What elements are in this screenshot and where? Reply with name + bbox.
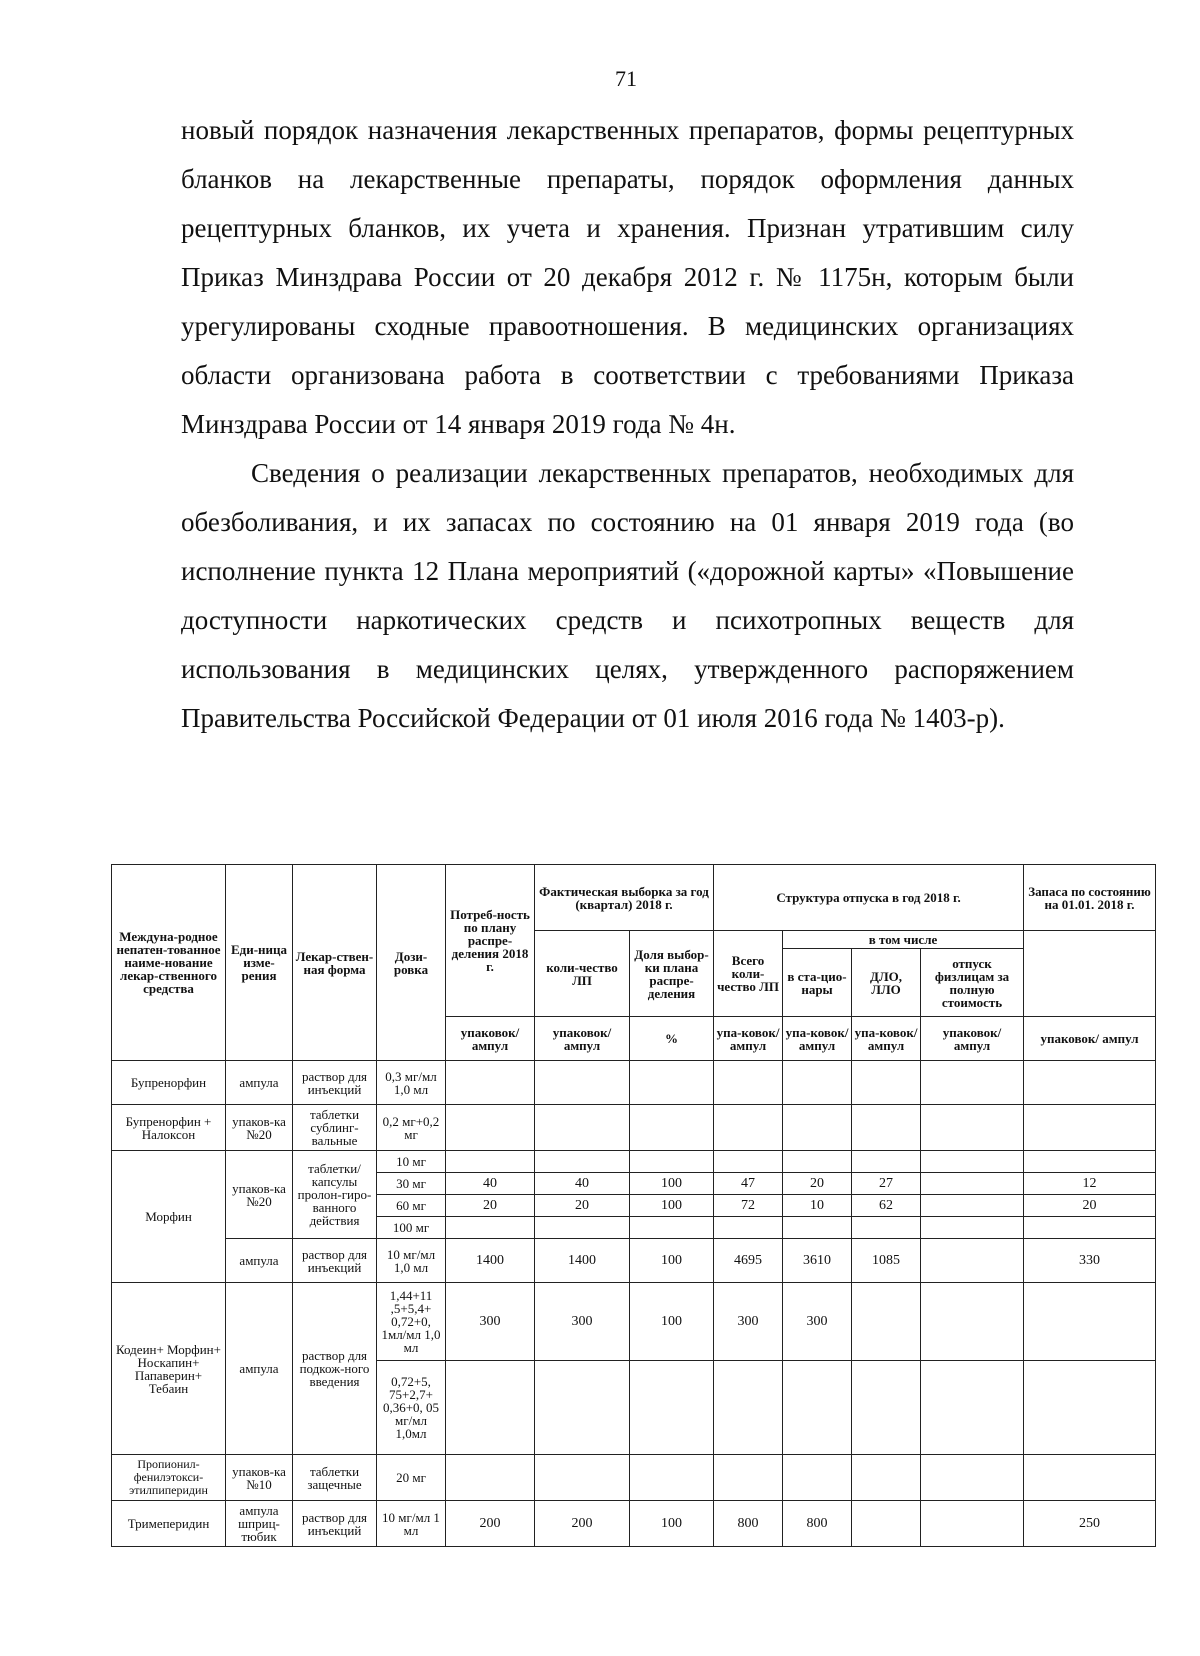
table-row xyxy=(112,1105,1156,1151)
cell-name: Бупренорфин + Налоксон xyxy=(112,1105,226,1151)
cell-total: 47 xyxy=(714,1173,783,1195)
cell-form: таблетки сублинг-вальные xyxy=(293,1105,377,1151)
header-stock-blank xyxy=(1024,931,1156,1017)
cell-share: 100 xyxy=(630,1173,714,1195)
cell-stock: 12 xyxy=(1024,1173,1156,1195)
cell-unit: упаков-ка №20 xyxy=(226,1151,293,1239)
cell-name: Морфин xyxy=(112,1151,226,1283)
header-dlo: ДЛО, ЛЛО xyxy=(852,949,921,1017)
body-text xyxy=(181,106,1074,743)
cell-dlo: 1085 xyxy=(852,1239,921,1283)
cell-fact: 300 xyxy=(535,1283,630,1361)
cell-need: 300 xyxy=(446,1283,535,1361)
cell-unit: ампула xyxy=(226,1283,293,1455)
table-row xyxy=(112,1151,1156,1173)
cell-dose: 0,2 мг+0,2 мг xyxy=(377,1105,446,1151)
cell-dose: 0,72+5, 75+2,7+ 0,36+0, 05 мг/мл 1,0мл xyxy=(377,1361,446,1455)
cell-form: раствор для инъекций xyxy=(293,1061,377,1105)
cell-unit: упаков-ка №10 xyxy=(226,1455,293,1501)
unit-share: % xyxy=(630,1017,714,1061)
header-form: Лекар-ствен-ная форма xyxy=(293,865,377,1061)
unit-total: упа-ковок/ ампул xyxy=(714,1017,783,1061)
cell-inpatient: 800 xyxy=(783,1501,852,1547)
cell-dose: 10 мг/мл 1 мл xyxy=(377,1501,446,1547)
cell-form: раствор для подкож-ного введения xyxy=(293,1283,377,1455)
cell-dlo: 62 xyxy=(852,1195,921,1217)
cell-share: 100 xyxy=(630,1283,714,1361)
cell-fact: 1400 xyxy=(535,1239,630,1283)
paragraph-1: новый порядок назначения лекарственных препаратов, формы рецептурных бланков на лекарственные препараты, порядок оформления данных рецептурных бланков, их учета и хранения. Признан утратившим силу Приказ Минздрава России от 20 декабря 2012 г. № 1175н, которым были урегулированы сходные правоотношения. В медицинских организациях области организована работа в соответствии с требованиями Приказа Минздрава России от 14 января 2019 года № 4н. xyxy=(181,115,1074,439)
cell-need: 20 xyxy=(446,1195,535,1217)
header-total: Всего коли-чество ЛП xyxy=(714,931,783,1017)
cell-fact: 200 xyxy=(535,1501,630,1547)
cell-dose: 10 мг/мл 1,0 мл xyxy=(377,1239,446,1283)
header-unit: Еди-ница изме-рения xyxy=(226,865,293,1061)
cell-form: раствор для инъекций xyxy=(293,1239,377,1283)
cell-form: таблетки защечные xyxy=(293,1455,377,1501)
table-row xyxy=(112,1283,1156,1361)
cell-share: 100 xyxy=(630,1501,714,1547)
cell-unit: ампула xyxy=(226,1061,293,1105)
cell-unit: упаков-ка №20 xyxy=(226,1105,293,1151)
cell-dose: 20 мг xyxy=(377,1455,446,1501)
cell-unit: ампула xyxy=(226,1239,293,1283)
header-private: отпуск физлицам за полную стоимость xyxy=(921,949,1024,1017)
header-incl: в том числе xyxy=(783,931,1024,949)
table-row xyxy=(112,1239,1156,1283)
cell-dose: 60 мг xyxy=(377,1195,446,1217)
header-fact: Фактическая выборка за год (квартал) 2018 г. xyxy=(535,865,714,931)
unit-dlo: упа-ковок/ ампул xyxy=(852,1017,921,1061)
cell-name: Кодеин+ Морфин+ Носкапин+ Папаверин+ Тебаин xyxy=(112,1283,226,1455)
paragraph-2: Сведения о реализации лекарственных препаратов, необходимых для обезболивания, и их запасах по состоянию на 01 января 2019 года (во исполнение пункта 12 Плана мероприятий («дорожной карты» «Повышение доступности наркотических средств и психотропных веществ для использования в медицинских целях, утвержденного распоряжением Правительства Российской Федерации от 01 июля 2016 года № 1403-р). xyxy=(181,458,1074,733)
unit-inpatient: упа-ковок/ ампул xyxy=(783,1017,852,1061)
header-need: Потреб-ность по плану распре-деления 2018 г. xyxy=(446,865,535,1017)
unit-need: упаковок/ ампул xyxy=(446,1017,535,1061)
cell-name: Тримеперидин xyxy=(112,1501,226,1547)
cell-inpatient: 10 xyxy=(783,1195,852,1217)
cell-fact: 20 xyxy=(535,1195,630,1217)
cell-fact: 40 xyxy=(535,1173,630,1195)
cell-name: Бупренорфин xyxy=(112,1061,226,1105)
cell-form: раствор для инъекций xyxy=(293,1501,377,1547)
drug-table xyxy=(111,864,1156,1547)
cell-stock: 20 xyxy=(1024,1195,1156,1217)
unit-stock: упаковок/ ампул xyxy=(1024,1017,1156,1061)
cell-total: 4695 xyxy=(714,1239,783,1283)
cell-dose: 10 мг xyxy=(377,1151,446,1173)
cell-form: таблетки/ капсулы пролон-гиро-ванного действия xyxy=(293,1151,377,1239)
cell-dlo: 27 xyxy=(852,1173,921,1195)
cell-name: Пропионил-фенилэтокси-этилпиперидин xyxy=(112,1455,226,1501)
cell-dose: 1,44+11 ,5+5,4+ 0,72+0, 1мл/мл 1,0 мл xyxy=(377,1283,446,1361)
cell-share: 100 xyxy=(630,1195,714,1217)
cell-dose: 0,3 мг/мл 1,0 мл xyxy=(377,1061,446,1105)
header-fact-share: Доля выбор-ки плана распре-деления xyxy=(630,931,714,1017)
cell-share: 100 xyxy=(630,1239,714,1283)
header-fact-qty: коли-чество ЛП xyxy=(535,931,630,1017)
cell-inpatient: 20 xyxy=(783,1173,852,1195)
unit-fact: упаковок/ ампул xyxy=(535,1017,630,1061)
cell-total: 800 xyxy=(714,1501,783,1547)
header-structure: Структура отпуска в год 2018 г. xyxy=(714,865,1024,931)
cell-inpatient: 3610 xyxy=(783,1239,852,1283)
table-row xyxy=(112,1455,1156,1501)
cell-need: 200 xyxy=(446,1501,535,1547)
cell-unit: ампула шприц-тюбик xyxy=(226,1501,293,1547)
cell-need: 40 xyxy=(446,1173,535,1195)
cell-total: 72 xyxy=(714,1195,783,1217)
cell-total: 300 xyxy=(714,1283,783,1361)
cell-stock: 250 xyxy=(1024,1501,1156,1547)
header-inn: Междуна-родное непатен-тованное наиме-нование лекар-ственного средства xyxy=(112,865,226,1061)
page-number: 71 xyxy=(615,66,637,91)
header-stock: Запаса по состоянию на 01.01. 2018 г. xyxy=(1024,865,1156,931)
cell-dose: 100 мг xyxy=(377,1217,446,1239)
cell-need: 1400 xyxy=(446,1239,535,1283)
cell-inpatient: 300 xyxy=(783,1283,852,1361)
header-dose: Дози-ровка xyxy=(377,865,446,1061)
unit-private: упаковок/ ампул xyxy=(921,1017,1024,1061)
cell-stock: 330 xyxy=(1024,1239,1156,1283)
cell-dose: 30 мг xyxy=(377,1173,446,1195)
table-row xyxy=(112,1061,1156,1105)
table-row xyxy=(112,1501,1156,1547)
header-inpatient: в ста-цио-нары xyxy=(783,949,852,1017)
